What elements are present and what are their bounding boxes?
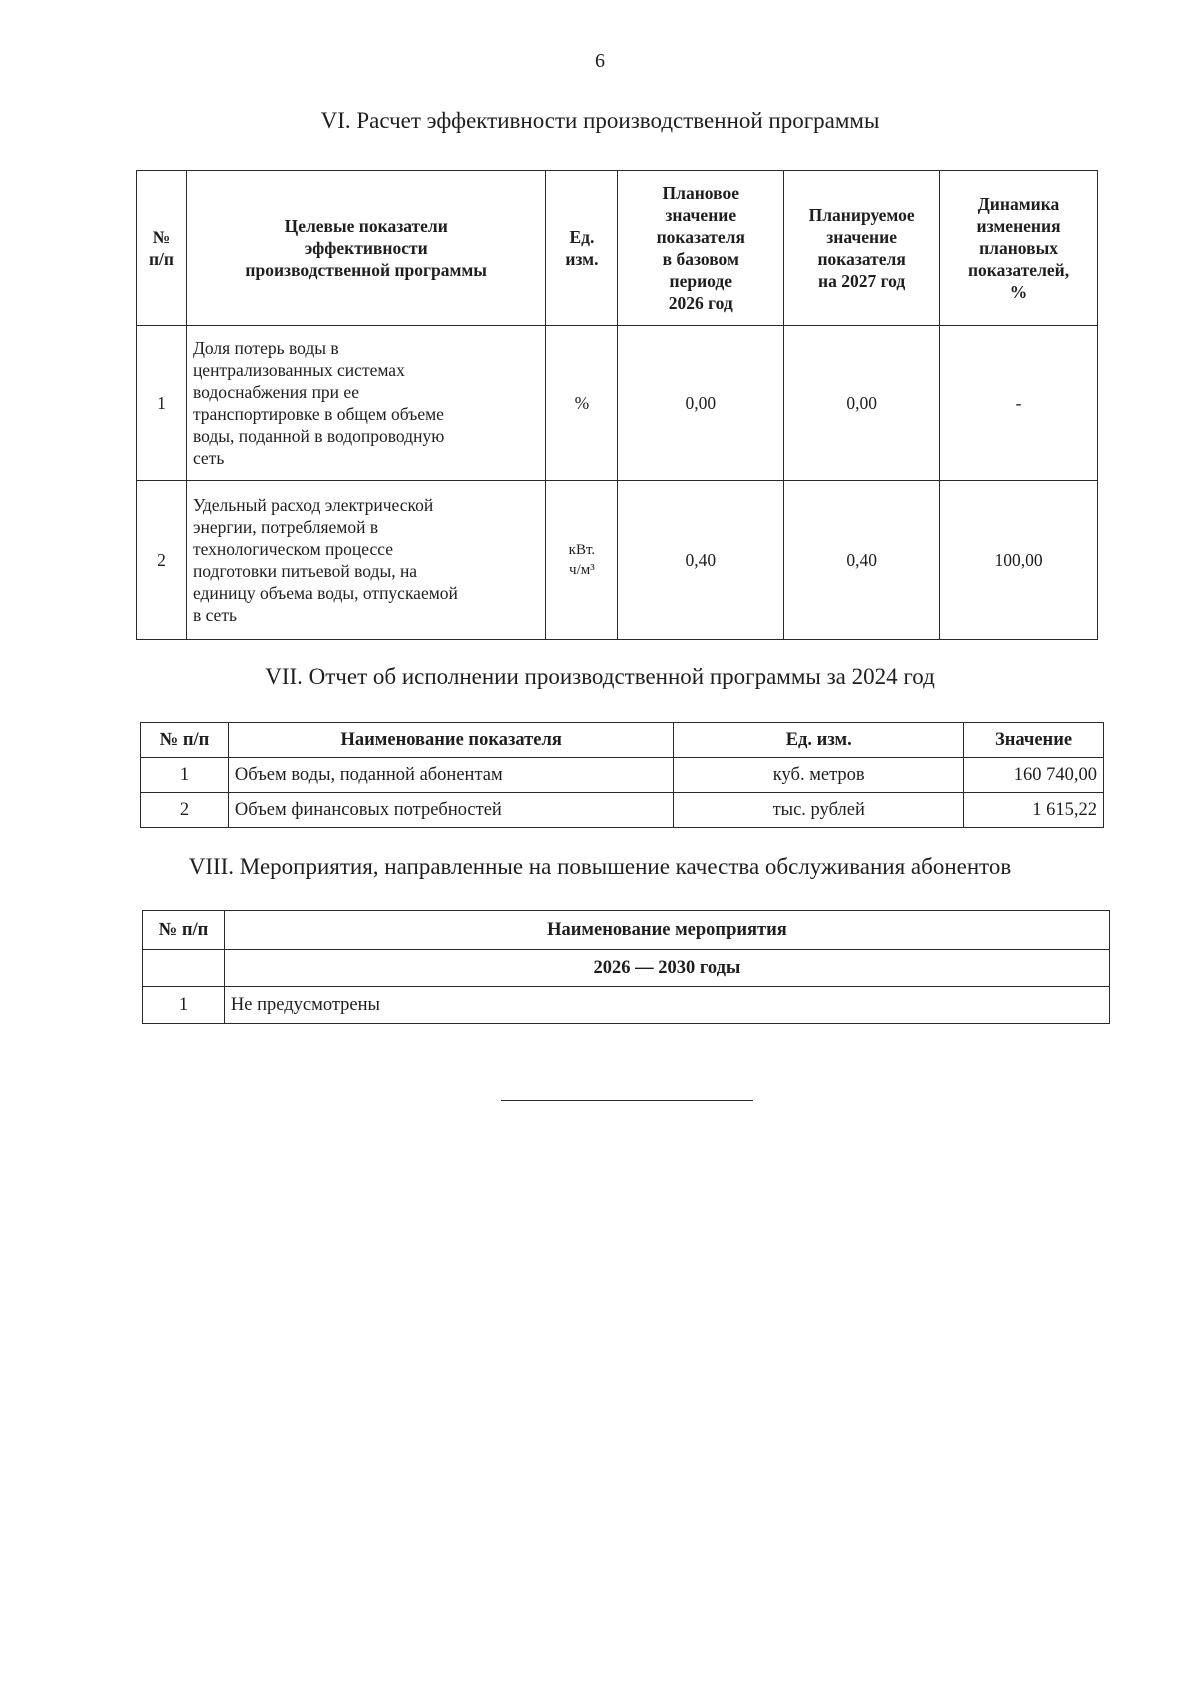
period-row bbox=[143, 950, 1110, 987]
end-separator-line bbox=[501, 1100, 753, 1101]
plan-value-cell: 0,40 bbox=[784, 481, 940, 640]
indicator-name: Объем воды, поданной абонентам bbox=[228, 758, 674, 793]
table-row bbox=[137, 326, 1098, 481]
row-number: 1 bbox=[143, 987, 225, 1024]
indicator-name: Удельный расход электрической энергии, потребляемой в технологическом процессе подготовки питьевой воды, на единицу объема воды, отпускаемой в сеть bbox=[186, 481, 546, 640]
table-header-row bbox=[143, 911, 1110, 950]
col-header-value: Значение bbox=[964, 723, 1104, 758]
plan-value-cell: 0,00 bbox=[784, 326, 940, 481]
table-row bbox=[141, 758, 1104, 793]
base-value-cell: 0,40 bbox=[618, 481, 784, 640]
col-header-indicator: Целевые показатели эффективности производственной программы bbox=[186, 171, 546, 326]
col-header-unit: Ед. изм. bbox=[546, 171, 618, 326]
table-row bbox=[143, 987, 1110, 1024]
unit-cell: кВт. ч/м³ bbox=[546, 481, 618, 640]
table-row bbox=[137, 481, 1098, 640]
col-header-num: № п/п bbox=[137, 171, 187, 326]
col-header-base-value: Плановое значение показателя в базовом периоде 2026 год bbox=[618, 171, 784, 326]
col-header-unit: Ед. изм. bbox=[674, 723, 964, 758]
row-number: 2 bbox=[137, 481, 187, 640]
col-header-measure: Наименование мероприятия bbox=[224, 911, 1109, 950]
col-header-plan-value: Планируемое значение показателя на 2027 год bbox=[784, 171, 940, 326]
base-value-cell: 0,00 bbox=[618, 326, 784, 481]
unit-cell: куб. метров bbox=[674, 758, 964, 793]
row-number: 1 bbox=[141, 758, 229, 793]
unit-cell: % bbox=[546, 326, 618, 481]
indicator-name: Объем финансовых потребностей bbox=[228, 793, 674, 828]
dynamics-cell: - bbox=[940, 326, 1098, 481]
row-number: 2 bbox=[141, 793, 229, 828]
section-6-title: VI. Расчет эффективности производственной программы bbox=[320, 108, 880, 133]
col-header-dynamics: Динамика изменения плановых показателей, % bbox=[940, 171, 1098, 326]
dynamics-cell: 100,00 bbox=[940, 481, 1098, 640]
unit-cell: тыс. рублей bbox=[674, 793, 964, 828]
row-number: 1 bbox=[137, 326, 187, 481]
table-header-row bbox=[137, 171, 1098, 326]
efficiency-table bbox=[136, 170, 1098, 640]
section-8-title: VIII. Мероприятия, направленные на повышение качества обслуживания абонентов bbox=[188, 854, 1012, 879]
section-7-title: VII. Отчет об исполнении производственной программы за 2024 год bbox=[265, 664, 935, 689]
col-header-num: № п/п bbox=[143, 911, 225, 950]
page-number: 6 bbox=[595, 50, 605, 72]
table-header-row bbox=[141, 723, 1104, 758]
report-table bbox=[140, 722, 1104, 828]
col-header-indicator: Наименование показателя bbox=[228, 723, 674, 758]
measures-table bbox=[142, 910, 1110, 1024]
col-header-num: № п/п bbox=[141, 723, 229, 758]
value-cell: 160 740,00 bbox=[964, 758, 1104, 793]
measure-name: Не предусмотрены bbox=[224, 987, 1109, 1024]
period-empty-cell bbox=[143, 950, 225, 987]
period-label: 2026 — 2030 годы bbox=[224, 950, 1109, 987]
indicator-name: Доля потерь воды в централизованных системах водоснабжения при ее транспортировке в общем объеме воды, поданной в водопроводную сеть bbox=[186, 326, 546, 481]
value-cell: 1 615,22 bbox=[964, 793, 1104, 828]
table-row bbox=[141, 793, 1104, 828]
